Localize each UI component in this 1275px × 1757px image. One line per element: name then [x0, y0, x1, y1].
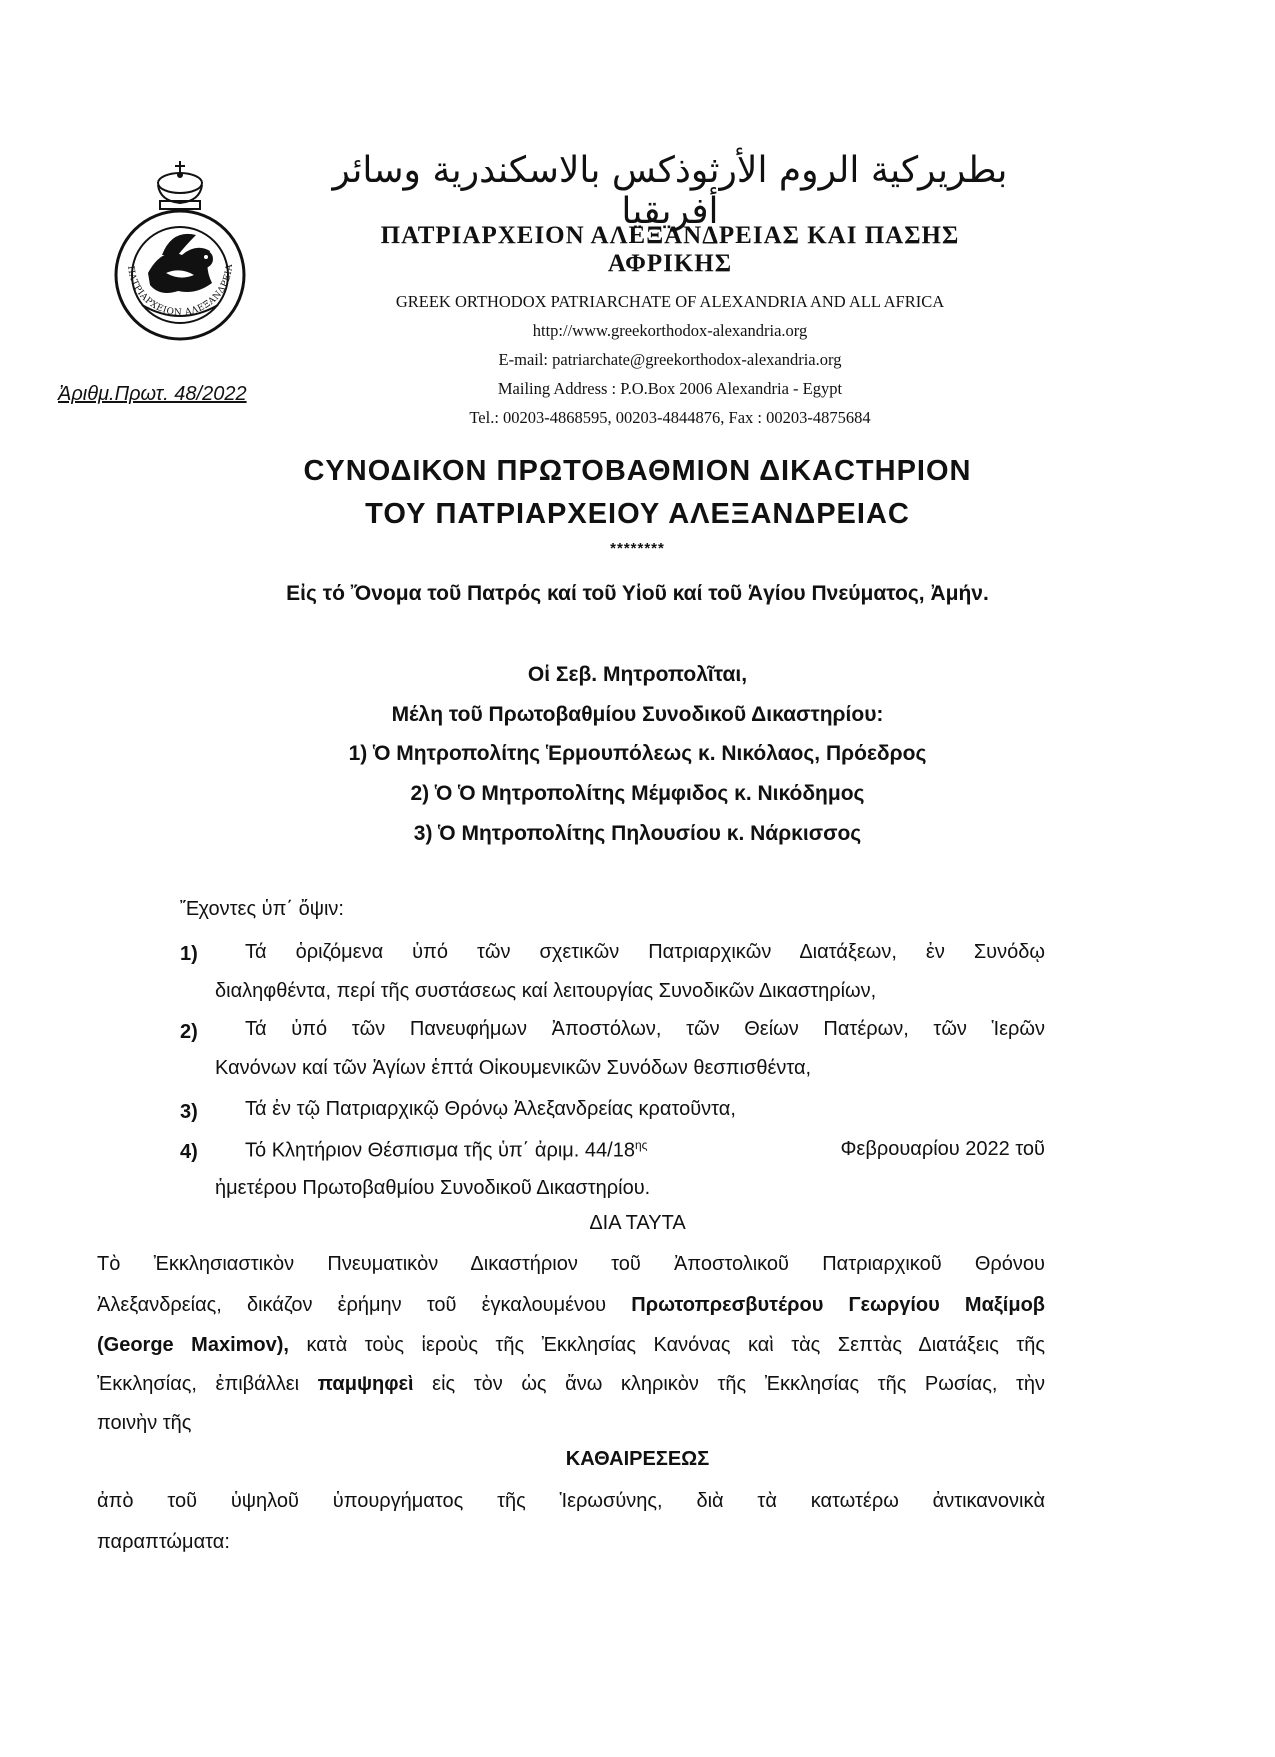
deposition-heading: ΚΑΘΑΙΡΕΣΕΩΣ: [565, 1448, 710, 1470]
item-text: Τά ὁριζόμενα ὑπό τῶν σχετικῶν Πατριαρχικῶν Διατάξεων, ἐν Συνόδῳ: [245, 941, 1045, 963]
mailing-address: Mailing Address : P.O.Box 2006 Alexandria - Egypt: [497, 379, 843, 398]
verdict-line: ποινὴν τῆς: [97, 1412, 192, 1434]
ordinal-suffix: ης: [634, 1138, 648, 1152]
members-subheading: Μέλη τοῦ Πρωτοβαθμίου Συνοδικοῦ Δικαστηρίου:: [391, 703, 884, 726]
verdict-text: κατὰ τοὺς ἱεροὺς τῆς Ἐκκλησίας Κανόνας καὶ τὰς Σεπτὰς Διατάξεις τῆς: [306, 1334, 1046, 1356]
english-title: GREEK ORTHODOX PATRIARCHATE OF ALEXANDRIA AND ALL AFRICA: [395, 292, 945, 311]
item-text: διαληφθέντα, περί τῆς συστάσεως καί λειτουργίας Συνοδικῶν Δικαστηρίων,: [215, 980, 877, 1002]
considering-heading: Ἔχοντες ὑπ΄ ὄψιν:: [180, 898, 344, 920]
dia-tauta-heading: ΔΙΑ ΤΑΥΤΑ: [589, 1212, 686, 1234]
verdict-line: [97, 1294, 1045, 1317]
invocation: Εἰς τό Ὄνομα τοῦ Πατρός καί τοῦ Υἱοῦ καί τοῦ Ἁγίου Πνεύματος, Ἀμήν.: [286, 582, 989, 605]
item-text: ἡμετέρου Πρωτοβαθμίου Συνοδικοῦ Δικαστηρίου.: [215, 1177, 651, 1199]
website-link[interactable]: http://www.greekorthodox-alexandria.org: [532, 321, 808, 340]
item-number: 3): [180, 1101, 198, 1123]
item-number: 2): [180, 1021, 198, 1043]
item-text: Τά ἐν τῷ Πατριαρχικῷ Θρόνῳ Ἀλεξανδρείας κρατοῦντα,: [245, 1098, 736, 1120]
verdict-line: [97, 1373, 1045, 1396]
verdict-text: Ἀλεξανδρείας, δικάζον ἐρήμην τοῦ ἐγκαλουμένου: [97, 1294, 607, 1316]
item-text: [245, 1138, 1045, 1163]
email-link[interactable]: E-mail: patriarchate@greekorthodox-alexandria.org: [498, 350, 842, 369]
member-3: 3) Ὁ Μητροπολίτης Πηλουσίου κ. Νάρκισσος: [413, 822, 862, 845]
member-2: 2) Ὁ Ὁ Μητροπολίτης Μέμφιδος κ. Νικόδημος: [410, 782, 865, 805]
verdict-text: εἰς τὸν ὡς ἄνω κληρικὸν τῆς Ἐκκλησίας τῆς Ρωσίας, τὴν: [432, 1373, 1045, 1395]
phone-numbers: Tel.: 00203-4868595, 00203-4844876, Fax : 00203-4875684: [469, 408, 871, 427]
item-text-end: Φεβρουαρίου 2022 τοῦ: [840, 1138, 1045, 1160]
member-1: 1) Ὁ Μητροπολίτης Ἑρμουπόλεως κ. Νικόλαος, Πρόεδρος: [348, 742, 927, 765]
verdict-line: [97, 1334, 1045, 1357]
svg-text:ΠΑΤΡΙΑΡΧΕΙΟΝ ΑΛΕΞΑΝΔΡΕΙΑΣ: ΠΑΤΡΙΑΡΧΕΙΟΝ ΑΛΕΞΑΝΔΡΕΙΑ: [124, 263, 236, 319]
court-title-line2: ΤΟΥ ΠΑΤΡΙΑΡΧΕΙΟΥ ΑΛΕΞΑΝΔΡΕΙΑC: [365, 498, 910, 530]
defendant-name: Πρωτοπρεσβυτέρου Γεωργίου Μαξίμοβ: [631, 1294, 1045, 1316]
item-text-start: Τό Κλητήριον Θέσπισμα τῆς ὑπ΄ ἀριμ. 44/18: [245, 1139, 635, 1162]
arabic-title: بطريركية الروم الأرثوذكس بالاسكندرية وسائر أفريقيا: [332, 150, 1008, 232]
separator-stars: ********: [610, 540, 665, 557]
item-number: 4): [180, 1141, 198, 1163]
protocol-number: Ἀριθμ.Πρωτ. 48/2022: [58, 383, 247, 405]
verdict-line: Τὸ Ἐκκλησιαστικὸν Πνευματικὸν Δικαστήριον τοῦ Ἀποστολικοῦ Πατριαρχικοῦ Θρόνου: [97, 1253, 1045, 1275]
item-text: Τά ὑπό τῶν Πανευφήμων Ἀποστόλων, τῶν Θείων Πατέρων, τῶν Ἱερῶν: [245, 1018, 1045, 1040]
unanimously: παμψηφεὶ: [317, 1373, 414, 1395]
patriarchate-seal-icon: [100, 155, 260, 350]
item-number: 1): [180, 943, 198, 965]
closing-line: παραπτώματα:: [97, 1531, 230, 1553]
item-text-part: [245, 1138, 647, 1163]
defendant-name-latin: (George Maximov),: [97, 1334, 289, 1356]
verdict-text: Ἐκκλησίας, ἐπιβάλλει: [97, 1373, 300, 1395]
closing-line: ἀπὸ τοῦ ὑψηλοῦ ὑπουργήματος τῆς Ἱερωσύνης, διὰ τὰ κατωτέρω ἀντικανονικὰ: [97, 1490, 1045, 1512]
patriarchate-seal: [100, 155, 260, 350]
item-text: Κανόνων καί τῶν Ἁγίων ἑπτά Οἰκουμενικῶν Συνόδων θεσπισθέντα,: [215, 1057, 812, 1079]
members-heading: Οἱ Σεβ. Μητροπολῖται,: [527, 663, 748, 686]
court-title-line1: CΥΝΟΔΙΚΟΝ ΠΡΩΤΟΒΑΘΜΙΟΝ ΔΙΚΑCΤΗΡΙΟΝ: [303, 455, 972, 487]
coptic-title: ΠΑΤΡΙΑΡΧΕΙΟΝ ΑΛΕΞΑΝΔΡΕΙΑΣ ΚΑΙ ΠΑΣΗΣ ΑΦΡΙΚΗΣ: [380, 222, 960, 277]
